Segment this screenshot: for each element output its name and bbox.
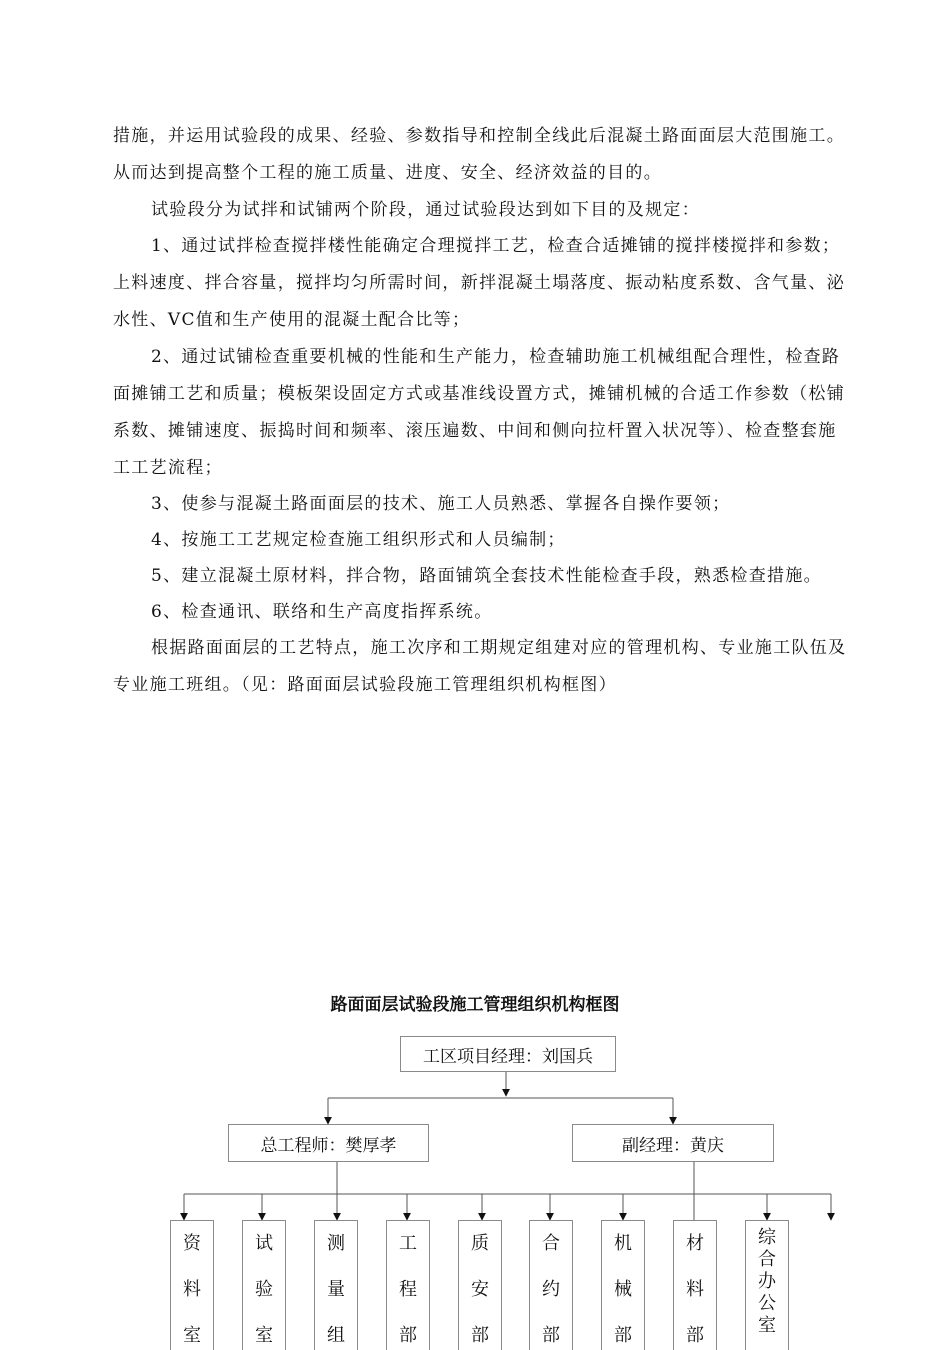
dept-char: 测	[327, 1233, 345, 1254]
dept-char: 安	[471, 1279, 489, 1300]
dept-char: 组	[327, 1325, 345, 1346]
dept-char: 综	[758, 1227, 776, 1248]
dept-char: 工	[399, 1233, 417, 1254]
dept-char: 部	[399, 1325, 417, 1346]
paragraph-line: 上料速度、拌合容量，搅拌均匀所需时间，新拌混凝土塌落度、振动粘度系数、含气量、泌	[113, 273, 845, 293]
dept-box-archives	[170, 1220, 214, 1350]
deputy-manager-box: 副经理：黄庆	[572, 1124, 774, 1162]
paragraph-line: 根据路面面层的工艺特点，施工次序和工期规定组建对应的管理机构、专业施工队伍及	[151, 638, 847, 658]
dept-box-survey	[314, 1220, 358, 1350]
dept-char: 部	[614, 1325, 632, 1346]
paragraph-line: 措施，并运用试验段的成果、经验、参数指导和控制全线此后混凝土路面面层大范围施工。	[113, 126, 845, 146]
dept-char: 室	[183, 1325, 201, 1346]
dept-char: 合	[542, 1233, 560, 1254]
dept-char: 办	[758, 1271, 776, 1292]
dept-char: 料	[183, 1279, 201, 1300]
dept-char: 机	[614, 1233, 632, 1254]
dept-char: 试	[255, 1233, 273, 1254]
paragraph-line: 水性、VC值和生产使用的混凝土配合比等；	[113, 310, 471, 330]
paragraph-line: 5、建立混凝土原材料，拌合物，路面铺筑全套技术性能检查手段，熟悉检查措施。	[151, 566, 822, 586]
paragraph-line: 专业施工班组。（见：路面面层试验段施工管理组织机构框图）	[113, 675, 617, 695]
chief-engineer-box: 总工程师：樊厚孝	[228, 1124, 429, 1162]
dept-box-engineering	[386, 1220, 430, 1350]
dept-char: 室	[758, 1315, 776, 1336]
dept-box-contracts	[529, 1220, 573, 1350]
dept-char: 部	[471, 1325, 489, 1346]
paragraph-line: 3、使参与混凝土路面面层的技术、施工人员熟悉、掌握各自操作要领；	[151, 494, 731, 514]
dept-char: 材	[686, 1233, 704, 1254]
paragraph-line: 面摊铺工艺和质量；模板架设固定方式或基准线设置方式，摊铺机械的合适工作参数（松铺	[113, 384, 845, 404]
paragraph-line: 系数、摊铺速度、振捣时间和频率、滚压遍数、中间和侧向拉杆置入状况等）、检查整套施	[113, 421, 837, 441]
paragraph-line: 6、检查通讯、联络和生产高度指挥系统。	[151, 602, 493, 622]
dept-char: 质	[471, 1233, 489, 1254]
dept-box-quality-safety	[458, 1220, 502, 1350]
dept-box-lab	[242, 1220, 286, 1350]
dept-char: 公	[758, 1293, 776, 1314]
paragraph-line: 4、按施工工艺规定检查施工组织形式和人员编制；	[151, 530, 566, 550]
dept-box-machinery	[601, 1220, 645, 1350]
paragraph-line: 1、通过试拌检查搅拌楼性能确定合理搅拌工艺，检查合适摊铺的搅拌楼搅拌和参数；	[151, 236, 841, 256]
paragraph-line: 2、通过试铺检查重要机械的性能和生产能力，检查辅助施工机械组配合理性，检查路	[151, 347, 841, 367]
dept-char: 部	[542, 1325, 560, 1346]
paragraph-line: 工工艺流程；	[113, 458, 223, 478]
dept-char: 室	[255, 1325, 273, 1346]
dept-char: 量	[327, 1279, 345, 1300]
dept-char: 验	[255, 1279, 273, 1300]
dept-char: 约	[542, 1279, 560, 1300]
org-chart-title: 路面面层试验段施工管理组织机构框图	[330, 995, 620, 1015]
dept-char: 部	[686, 1325, 704, 1346]
dept-char: 合	[758, 1249, 776, 1270]
paragraph-line: 从而达到提高整个工程的施工质量、进度、安全、经济效益的目的。	[113, 163, 662, 183]
dept-box-general-office	[745, 1220, 789, 1350]
dept-char: 料	[686, 1279, 704, 1300]
dept-char: 械	[614, 1279, 632, 1300]
dept-box-materials	[673, 1220, 717, 1350]
project-manager-box: 工区项目经理：刘国兵	[400, 1036, 616, 1072]
paragraph-line: 试验段分为试拌和试铺两个阶段，通过试验段达到如下目的及规定：	[151, 200, 700, 220]
dept-char: 资	[183, 1233, 201, 1254]
dept-char: 程	[399, 1279, 417, 1300]
